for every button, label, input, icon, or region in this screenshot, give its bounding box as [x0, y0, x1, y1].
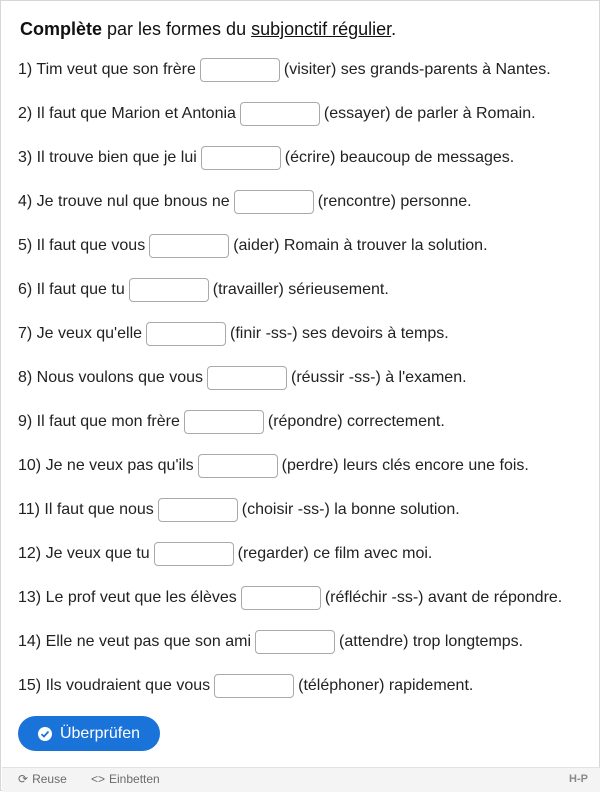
question-prefix: 15) Ils voudraient que vous — [18, 677, 211, 694]
question-row — [18, 101, 536, 127]
question-prefix: 5) Il faut que vous — [18, 237, 146, 254]
question-row — [18, 57, 551, 83]
question-row — [18, 233, 488, 259]
answer-input[interactable] — [234, 190, 314, 214]
question-hint: (téléphoner) rapidement. — [298, 677, 474, 694]
question-row — [18, 409, 445, 435]
question-row — [18, 277, 389, 303]
question-prefix: 10) Je ne veux pas qu'ils — [18, 457, 194, 474]
question-hint: (réussir -ss-) à l'examen. — [291, 369, 467, 386]
question-hint: (essayer) de parler à Romain. — [323, 105, 536, 122]
question-prefix: 9) Il faut que mon frère — [18, 413, 180, 430]
question-prefix: 3) Il trouve bien que je lui — [18, 149, 197, 166]
question-row — [18, 673, 473, 699]
question-hint: (rencontre) personne. — [317, 193, 472, 210]
question-prefix: 6) Il faut que tu — [18, 281, 125, 298]
answer-input[interactable] — [129, 278, 209, 302]
answer-input[interactable] — [201, 146, 281, 170]
reuse-button[interactable] — [18, 772, 67, 786]
question-hint: (perdre) leurs clés encore une fois. — [281, 457, 529, 474]
question-hint: (attendre) trop longtemps. — [339, 633, 524, 650]
answer-input[interactable] — [154, 542, 234, 566]
answer-input[interactable] — [198, 454, 278, 478]
question-hint: (finir -ss-) ses devoirs à temps. — [230, 325, 449, 342]
answer-input[interactable] — [241, 586, 321, 610]
question-hint: (regarder) ce film avec moi. — [237, 545, 433, 562]
instructions-middle: par les formes du — [102, 19, 252, 39]
instructions-end: . — [391, 19, 397, 39]
question-prefix: 2) Il faut que Marion et Antonia — [18, 105, 236, 122]
question-hint: (travailler) sérieusement. — [212, 281, 389, 298]
answer-input[interactable] — [207, 366, 287, 390]
h5p-logo: H-P — [569, 773, 588, 785]
question-prefix: 13) Le prof veut que les élèves — [18, 589, 237, 606]
embed-icon: <> — [91, 772, 106, 786]
question-prefix: 1) Tim veut que son frère — [18, 61, 196, 78]
question-row — [18, 189, 472, 215]
check-button-label: Überprüfen — [59, 724, 141, 742]
answer-input[interactable] — [184, 410, 264, 434]
reuse-icon: ⟳ — [18, 772, 29, 786]
question-prefix: 4) Je trouve nul que bnous ne — [18, 193, 230, 210]
embed-button[interactable] — [91, 772, 160, 786]
question-hint: (choisir -ss-) la bonne solution. — [241, 501, 460, 518]
answer-input[interactable] — [214, 674, 294, 698]
question-row — [18, 629, 523, 655]
question-hint: (répondre) correctement. — [267, 413, 445, 430]
check-button[interactable] — [18, 716, 160, 751]
instructions — [20, 17, 396, 41]
answer-input[interactable] — [240, 102, 320, 126]
answer-input[interactable] — [146, 322, 226, 346]
question-prefix: 12) Je veux que tu — [18, 545, 150, 562]
question-hint: (aider) Romain à trouver la solution. — [233, 237, 488, 254]
answer-input[interactable] — [158, 498, 238, 522]
question-hint: (réfléchir -ss-) avant de répondre. — [324, 589, 563, 606]
check-circle-icon — [38, 727, 52, 741]
question-row — [18, 453, 529, 479]
answer-input[interactable] — [200, 58, 280, 82]
question-hint: (visiter) ses grands-parents à Nantes. — [283, 61, 551, 78]
answer-input[interactable] — [149, 234, 229, 258]
question-row — [18, 497, 460, 523]
question-prefix: 7) Je veux qu'elle — [18, 325, 143, 342]
question-row — [18, 365, 467, 391]
question-prefix: 11) Il faut que nous — [18, 501, 154, 518]
reuse-label: Reuse — [32, 772, 67, 786]
question-row — [18, 585, 562, 611]
answer-input[interactable] — [255, 630, 335, 654]
question-prefix: 14) Elle ne veut pas que son ami — [18, 633, 252, 650]
question-prefix: 8) Nous voulons que vous — [18, 369, 203, 386]
question-row — [18, 145, 514, 171]
instructions-bold: Complète — [20, 19, 103, 39]
instructions-underlined: subjonctif régulier — [251, 19, 392, 39]
question-row — [18, 541, 432, 567]
embed-label: Einbetten — [109, 772, 160, 786]
question-hint: (écrire) beaucoup de messages. — [284, 149, 515, 166]
question-row — [18, 321, 449, 347]
footer-bar — [2, 767, 600, 792]
